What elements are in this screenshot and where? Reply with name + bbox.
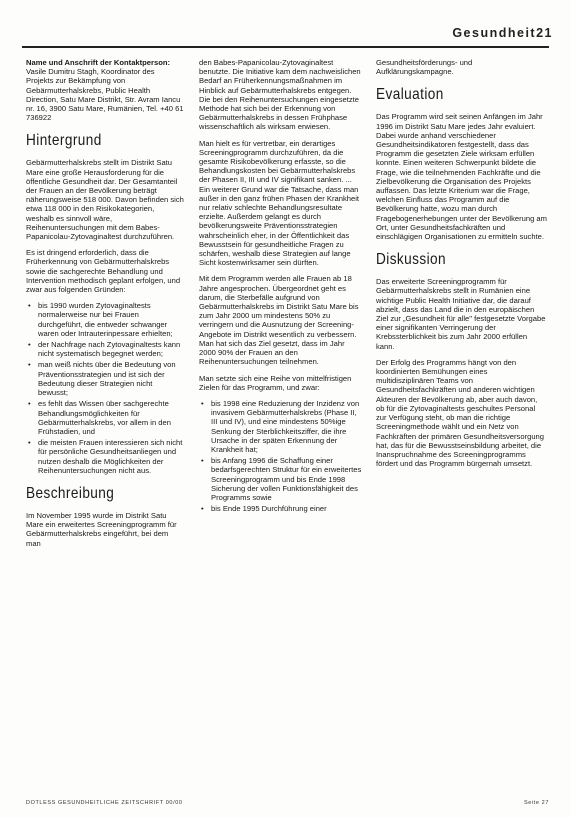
paragraph: Mit dem Programm werden alle Frauen ab 18 Jahre angesprochen. Übergeordnet geht es darum, die Sterbefälle aufgrund von Gebärmutterhalskrebs im Distrikt Satu Mare bis zum Jahr 2000 um mindestens 50% zu verringern und die Ausnutzung der Screening-Angebote im Distrikt wesentlich zu verbessern. Man hat sich das Ziel gesetzt, dass im Jahr 2000 90% der Frauen an den Reihenuntersuchungen teilnehmen. xyxy=(199,274,359,367)
page-number: Seite 27 xyxy=(524,800,549,806)
heading-evaluation: Evaluation xyxy=(376,86,444,104)
list-item: • bis 1990 wurden Zytovaginaltests normalerweise nur bei Frauen durchgeführt, die entweder schwanger waren oder Intrauterinpessare erhielten; xyxy=(38,301,184,338)
list-item: • bis Anfang 1996 die Schaffung einer bedarfsgerechten Struktur für ein erweitertes Screeningprogramm und bis Ende 1998 Sicherung der vollen Funktionsfähigkeit des Programms sowie xyxy=(211,456,362,502)
heading-background: Hintergrund xyxy=(26,132,102,150)
heading-discussion: Diskussion xyxy=(376,251,447,269)
paragraph: Gebärmutterhalskrebs stellt im Distrikt Satu Mare eine große Herausforderung für die öffentliche Gesundheit dar. Der Gesamtanteil der Frauen an der Bevölkerung beträgt näherungsweise 518 000. Davon befinden sich etwa 118 000 in den Risikokategorien, weshalb es sinnvoll wäre, Reihenuntersuchungen mit dem Babes-Papanicolau-Zytovaginaltest durchzuführen. xyxy=(26,158,184,242)
paragraph: Gesundheitsförderungs- und Aufklärungskampagne. xyxy=(376,58,473,77)
section-title: Gesundheit21 xyxy=(452,26,553,40)
list-item: • es fehlt das Wissen über sachgerechte Behandlungsmöglichkeiten für Gebärmutterhalskrebs, vor allem in den Frühstadien, und xyxy=(38,399,184,436)
contact-block xyxy=(26,58,184,122)
paragraph: Der Erfolg des Programms hängt von den koordinierten Bemühungen eines multidisziplinären Teams von Gesundheitsfachkräften und anderen wichtigen Akteuren der Bevölkerung ab, aber auch davon, ob für die Zytovaginaltests geschultes Personal zur Verfügung steht, ob man die richtige Screeningmethode wählt und ein Netz von Fachkräften der primären Gesundheitsversorgung hat, das für die Bewusstseinsbildung arbeitet, die Inanspruchnahme des Screeningprogramms fördert und das Programm bürgernah umsetzt. xyxy=(376,357,544,469)
paragraph: Man hielt es für vertretbar, ein derartiges Screeningprogramm durchzuführen, da die gesamte Risikobevölkerung erfasste, so die Behandlungskosten bei Gebärmutterhalskrebs der Phasen II, III und IV signifikant sanken. ... Ein weiterer Grund war die Tatsache, dass man außer in den ganz frühen Phasen der Krankheit nur relativ schlechte Behandlungsresultate erzielte. Außerdem gelangt es durch bevölkerungsweite Präventionsstrategien wahrscheinlich eher, in der Öffentlichkeit das Bewusstsein für gesundheitliche Fragen zu schärfen, weshalb diese Strategien auf lange Sicht kostenwirksamer sein dürften. xyxy=(199,138,359,268)
list-item: • die meisten Frauen interessieren sich nicht für persönliche Gesundheitsanliegen und nutzen deshalb die Möglichkeiten der Reihenuntersuchungen nicht aus. xyxy=(38,438,184,475)
column-2 xyxy=(199,58,362,520)
header-rule xyxy=(22,46,549,48)
column-3 xyxy=(376,58,547,475)
goals-list xyxy=(199,399,362,513)
list-item: • bis 1998 eine Reduzierung der Inzidenz von invasivem Gebärmutterhalskrebs (Phase II, III und IV), und eine mindestens 50%ige Senkung der Sterblichkeitsziffer, die ihre Ursache in der späten Erkennung der Krankheit hat; xyxy=(211,399,362,454)
paragraph: Im November 1995 wurde im Distrikt Satu Mare ein erweitertes Screeningprogramm für Gebärmutterhalskrebs eingeführt, bei dem man xyxy=(26,510,177,548)
reasons-list xyxy=(26,301,184,475)
paragraph: Das Programm wird seit seinen Anfängen im Jahr 1996 im Distrikt Satu Mare jedes Jahr evaluiert. Dabei wurde anhand verschiedener Gesundheitsindikatoren festgestellt, dass das Programm die gesetzten Ziele wirksam erfüllen konnte. Einen weiteren Schwerpunkt bildete die Frage, wie die teilnehmenden Fachkräfte und die Zielbevölkerung die Organisation des Projekts auffassen. Das letzte Kriterium war die Frage, welchen Einfluss das Programm auf die Bevölkerung hatte, wozu man durch Fragebogenerhebungen unter der Bevölkerung am Ort, unter Gesundheitsfachkräften und einschlägigen Organisationen zu ermitteln suchte. xyxy=(376,112,547,242)
footer-publication: DOTLESS GESUNDHEITLICHE ZEITSCHRIFT 00/00 xyxy=(26,800,183,806)
paragraph: Das erweiterte Screeningprogramm für Gebärmutterhalskrebs stellt in Rumänien eine wichtige Public Health Initiative dar, die darauf abzielt, dass das Land die in den europäischen Ziel zur „Gesundheit für alle" festgesetzte Vorgabe einer signifikanten Verringerung der Krebssterblichkeit bis zum Jahr 2000 erfüllen kann. xyxy=(376,277,546,351)
page-footer xyxy=(26,800,549,806)
contact-text: Vasile Dumitru Stagh, Koordinator des Projekts zur Bekämpfung von Gebärmutterhalskrebs, Public Health Direction, Satu Mare Distrikt, Str. Avram Iancu nr. 16, 3900 Satu Mare, Rumänien, Tel. +40 61 736922 xyxy=(26,67,184,123)
list-item: • der Nachfrage nach Zytovaginaltests kann nicht systematisch begegnet werden; xyxy=(38,340,184,358)
list-item: • bis Ende 1995 Durchführung einer xyxy=(211,504,362,513)
paragraph: den Babes-Papanicolau-Zytovaginaltest benutzte. Die Initiative kam dem nachweislichen Bedarf an Früherkennungsmaßnahmen im Hinblick auf Gebärmutterhalskrebs entgegen. Die bei den Reihenuntersuchungen eingesetzte Methode hat sich bei der Erkennung von Gebärmutterhalskrebs in dessen Frühphase wissenschaftlich als wirksam erwiesen. xyxy=(199,58,361,132)
list-item: • man weiß nichts über die Bedeutung von Präventionsstrategien und ist sich der Bedeutung dieser Strategien nicht bewusst; xyxy=(38,360,184,397)
paragraph: Es ist dringend erforderlich, dass die Früherkennung von Gebärmutterhalskrebs sowie die sachgerechte Behandlung und Intervention methodisch geplant erfolgen, und zwar aus folgenden Gründen: xyxy=(26,248,181,295)
paragraph: Man setzte sich eine Reihe von mittelfristigen Zielen für das Programm, und zwar: xyxy=(199,373,352,392)
heading-description: Beschreibung xyxy=(26,484,115,502)
column-1 xyxy=(26,58,184,555)
contact-label: Name und Anschrift der Kontaktperson: xyxy=(26,58,171,67)
